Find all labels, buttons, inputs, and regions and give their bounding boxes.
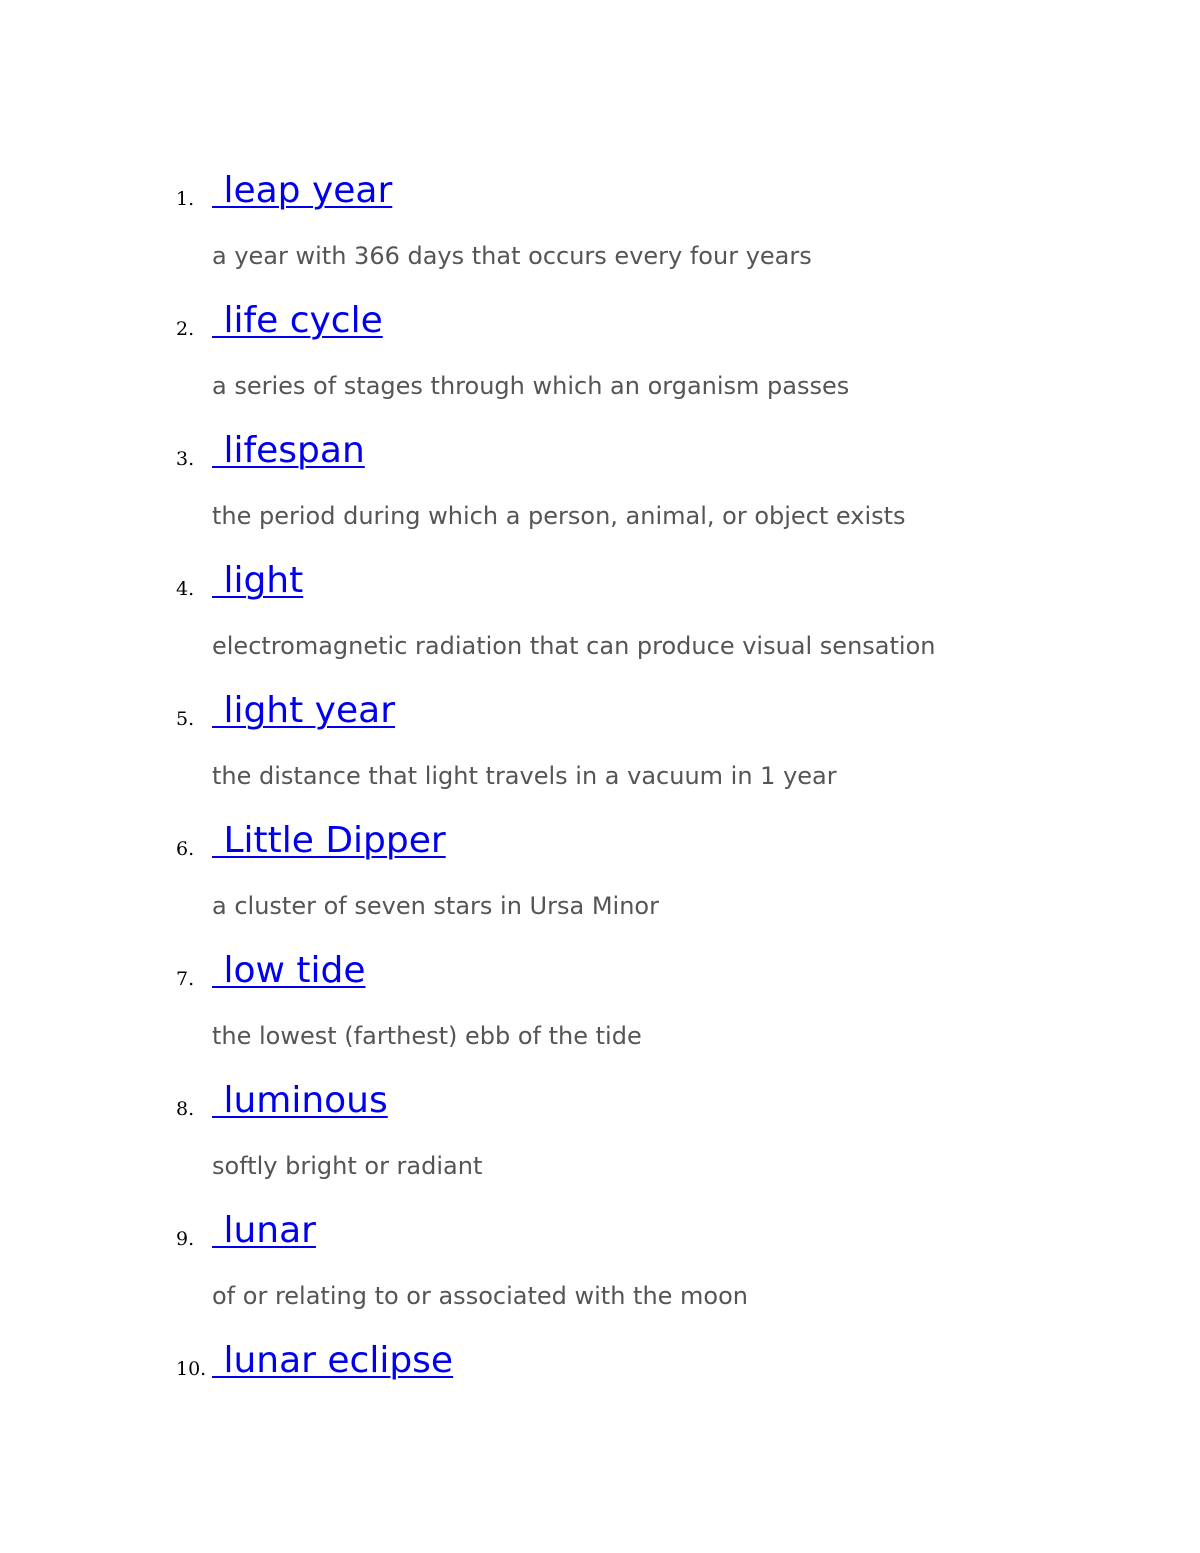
term-link[interactable]: luminous (212, 1080, 388, 1121)
entry-number: 7. (176, 968, 195, 990)
entry-number: 8. (176, 1098, 195, 1120)
term-definition: a year with 366 days that occurs every four years (212, 242, 812, 270)
term-definition: the lowest (farthest) ebb of the tide (212, 1022, 642, 1050)
entry-number: 4. (176, 578, 195, 600)
term-definition: the distance that light travels in a vacuum in 1 year (212, 762, 837, 790)
entry-number: 9. (176, 1228, 195, 1250)
entry-number: 3. (176, 448, 195, 470)
term-definition: electromagnetic radiation that can produce visual sensation (212, 632, 936, 660)
term-definition: of or relating to or associated with the moon (212, 1282, 749, 1310)
term-link[interactable]: low tide (212, 950, 366, 991)
term-link[interactable]: lifespan (212, 430, 365, 471)
term-definition: a series of stages through which an organism passes (212, 372, 850, 400)
term-link[interactable]: lunar eclipse (212, 1340, 454, 1381)
term-definition: a cluster of seven stars in Ursa Minor (212, 892, 659, 920)
entry-number: 6. (176, 838, 195, 860)
term-definition: the period during which a person, animal, or object exists (212, 502, 906, 530)
term-link[interactable]: light (212, 560, 304, 601)
term-link[interactable]: light year (212, 690, 395, 731)
entry-number: 10. (176, 1358, 207, 1380)
term-link[interactable]: lunar (212, 1210, 316, 1251)
entry-number: 5. (176, 708, 195, 730)
term-link[interactable]: life cycle (212, 300, 383, 341)
term-link[interactable]: leap year (212, 170, 393, 211)
entry-number: 2. (176, 318, 195, 340)
entry-number: 1. (176, 188, 195, 210)
term-link[interactable]: Little Dipper (212, 820, 446, 861)
term-definition: softly bright or radiant (212, 1152, 483, 1180)
